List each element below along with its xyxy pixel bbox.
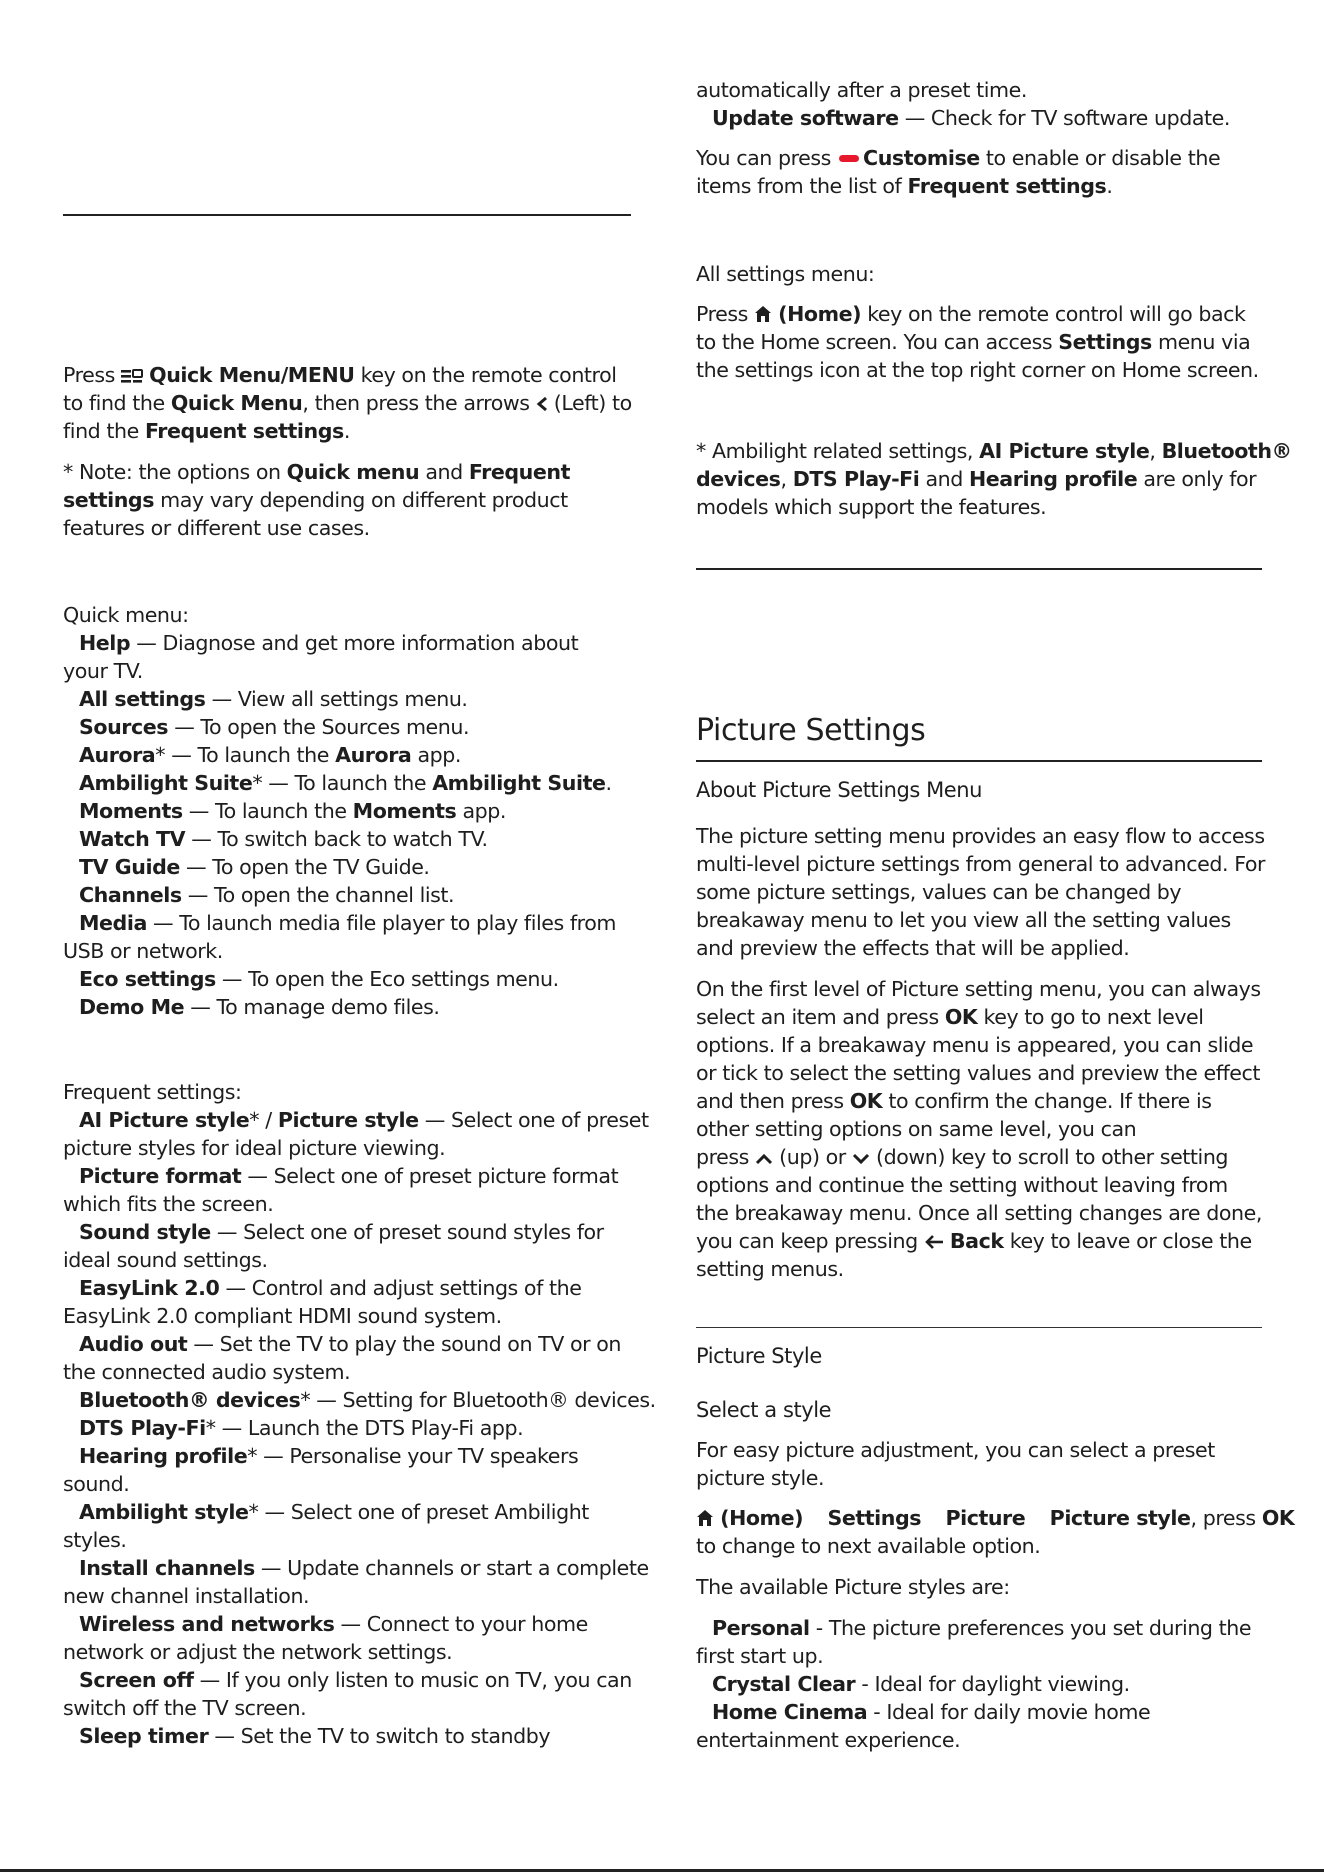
page-title: Picture Settings — [696, 713, 926, 748]
list-item: TV Guide — To open the TV Guide. — [79, 855, 430, 879]
list-item: EasyLink 2.0 — Control and adjust settings of the — [79, 1276, 582, 1300]
title-underline — [696, 760, 1262, 762]
list-item: Eco settings — To open the Eco settings menu. — [79, 967, 559, 991]
list-item: AI Picture style* / Picture style — Select one of preset — [79, 1108, 649, 1132]
red-key-icon — [839, 155, 859, 162]
list-item: Wireless and networks — Connect to your home — [79, 1612, 588, 1636]
select-style-text: For easy picture adjustment, you can select a preset picture style. — [696, 1438, 1215, 1490]
chevron-left-icon — [536, 391, 548, 419]
list-item: Screen off — If you only listen to music on TV, you can — [79, 1668, 632, 1692]
customise-note: You can press Customise to enable or disable the items from the list of Frequent settings. — [696, 146, 1221, 198]
navigation-paragraph: On the first level of Picture setting menu, you can always select an item and press OK key to go to next level options. If a breakaway menu is appeared, you can slide or tick to select the setting values and preview the effect and then press OK to confirm the change. If there is other setting options on same level, you can press (up) or (down) key to scroll to other setting options and continue the setting without leaving from the breakaway menu. Once all setting changes are done, you can keep pressing Back key to leave or close the setting menus. — [696, 977, 1262, 1281]
list-item: Media — To launch media file player to play files from — [79, 911, 616, 935]
home-icon — [696, 1506, 714, 1534]
all-settings-heading: All settings menu: — [696, 262, 875, 286]
list-item: Ambilight style* — Select one of preset Ambilight — [79, 1500, 589, 1524]
chevron-down-icon — [852, 1145, 870, 1173]
list-item: All settings — View all settings menu. — [79, 687, 468, 711]
right-divider — [696, 568, 1262, 570]
list-item: DTS Play-Fi* — Launch the DTS Play-Fi app. — [79, 1416, 524, 1440]
menu-path: (Home) Settings Picture Picture style, press OK to change to next available option. — [696, 1506, 1295, 1558]
list-item: Demo Me — To manage demo files. — [79, 995, 440, 1019]
frequent-settings-section: Frequent settings: AI Picture style* / Picture style — Select one of preset picture styles for ideal picture viewing. Picture format — Select one of preset picture format which fits the screen. Sound style — Select one of preset sound styles for ideal sound settings. EasyLink 2.0 — Control and adjust settings of the EasyLink 2.0 compliant HDMI sound system. Audio out — Set the TV to play the sound on TV or on the connected audio system. Bluetooth® devices* — Setting for Bluetooth® devices. DTS Play-Fi* — Launch the DTS Play-Fi app. Hearing profile* — Personalise your TV speakers sound. Ambilight style* — Select one of preset Ambilight styles. Install channels — Update channels or start a complete new channel installation. Wireless and networks — Connect to your home network or adjust the network settings. Screen off — If you only listen to music on TV, you can switch off the TV screen. Sleep timer — Set the TV to switch to standby — [63, 1080, 656, 1748]
list-item: Crystal Clear - Ideal for daylight viewing. — [712, 1672, 1130, 1696]
list-item: Sources — To open the Sources menu. — [79, 715, 470, 739]
list-item: Personal - The picture preferences you set during the — [712, 1616, 1252, 1640]
list-item: Watch TV — To switch back to watch TV. — [79, 827, 488, 851]
features-footnote: * Ambilight related settings, AI Picture style, Bluetooth® devices, DTS Play-Fi and Hearing profile are only for models which support the features. — [696, 439, 1292, 519]
list-item: Update software — Check for TV software update. — [712, 106, 1230, 130]
available-styles-text: The available Picture styles are: — [696, 1575, 1010, 1599]
quick-menu-intro: Press Quick Menu/MENU key on the remote control to find the Quick Menu, then press the arrows (Left) to find the Frequent settings. — [63, 363, 632, 443]
list-item: Picture format — Select one of preset picture format — [79, 1164, 619, 1188]
home-icon — [754, 302, 772, 330]
styles-list: Personal - The picture preferences you set during the first start up. Crystal Clear - Ideal for daylight viewing. Home Cinema - Ideal for daily movie home entertainment experience. — [696, 1616, 1252, 1752]
quick-menu-heading: Quick menu: — [63, 603, 189, 627]
continued-text: automatically after a preset time. Update software — Check for TV software update. — [696, 78, 1230, 130]
top-left-divider — [63, 214, 631, 216]
list-item: Moments — To launch the Moments app. — [79, 799, 506, 823]
all-settings-section — [696, 260, 874, 288]
chevron-up-icon — [755, 1145, 773, 1173]
quick-menu-icon — [121, 363, 143, 391]
list-item: Audio out — Set the TV to play the sound on TV or on — [79, 1332, 622, 1356]
list-item: Aurora* — To launch the Aurora app. — [79, 743, 461, 767]
picture-style-heading: Picture Style — [696, 1344, 822, 1368]
about-heading: About Picture Settings Menu — [696, 778, 982, 802]
quick-menu-section: Quick menu: Help — Diagnose and get more information about your TV. All settings — View all settings menu. Sources — To open the Sources menu. Aurora* — To launch the Aurora app. Ambilight Suite* — To launch the Ambilight Suite. Moments — To launch the Moments app. Watch TV — To switch back to watch TV. TV Guide — To open the TV Guide. Channels — To open the channel list. Media — To launch media file player to play files from USB or network. Eco settings — To open the Eco settings menu. Demo Me — To manage demo files. — [63, 603, 616, 1019]
frequent-settings-heading: Frequent settings: — [63, 1080, 242, 1104]
list-item: Home Cinema - Ideal for daily movie home — [712, 1700, 1151, 1724]
section-divider — [696, 1327, 1262, 1328]
list-item: Help — Diagnose and get more information about — [79, 631, 579, 655]
list-item: Channels — To open the channel list. — [79, 883, 455, 907]
list-item: Sleep timer — Set the TV to switch to standby — [79, 1724, 551, 1748]
list-item: Hearing profile* — Personalise your TV speakers — [79, 1444, 579, 1468]
list-item: Ambilight Suite* — To launch the Ambilight Suite. — [79, 771, 612, 795]
list-item: Bluetooth® devices* — Setting for Bluetooth® devices. — [79, 1388, 656, 1412]
list-item: Install channels — Update channels or start a complete — [79, 1556, 649, 1580]
all-settings-text: Press (Home) key on the remote control will go back to the Home screen. You can access Settings menu via the settings icon at the top right corner on Home screen. — [696, 302, 1259, 382]
select-style-heading: Select a style — [696, 1398, 832, 1422]
about-paragraph: The picture setting menu provides an easy flow to access multi-level picture settings from general to advanced. For some picture settings, values can be changed by breakaway menu to let you view all the setting values and preview the effects that will be applied. — [696, 824, 1266, 960]
back-arrow-icon — [924, 1229, 944, 1257]
list-item: Sound style — Select one of preset sound styles for — [79, 1220, 604, 1244]
options-note: * Note: the options on Quick menu and Frequent settings may vary depending on different product features or different use cases. — [63, 460, 570, 540]
